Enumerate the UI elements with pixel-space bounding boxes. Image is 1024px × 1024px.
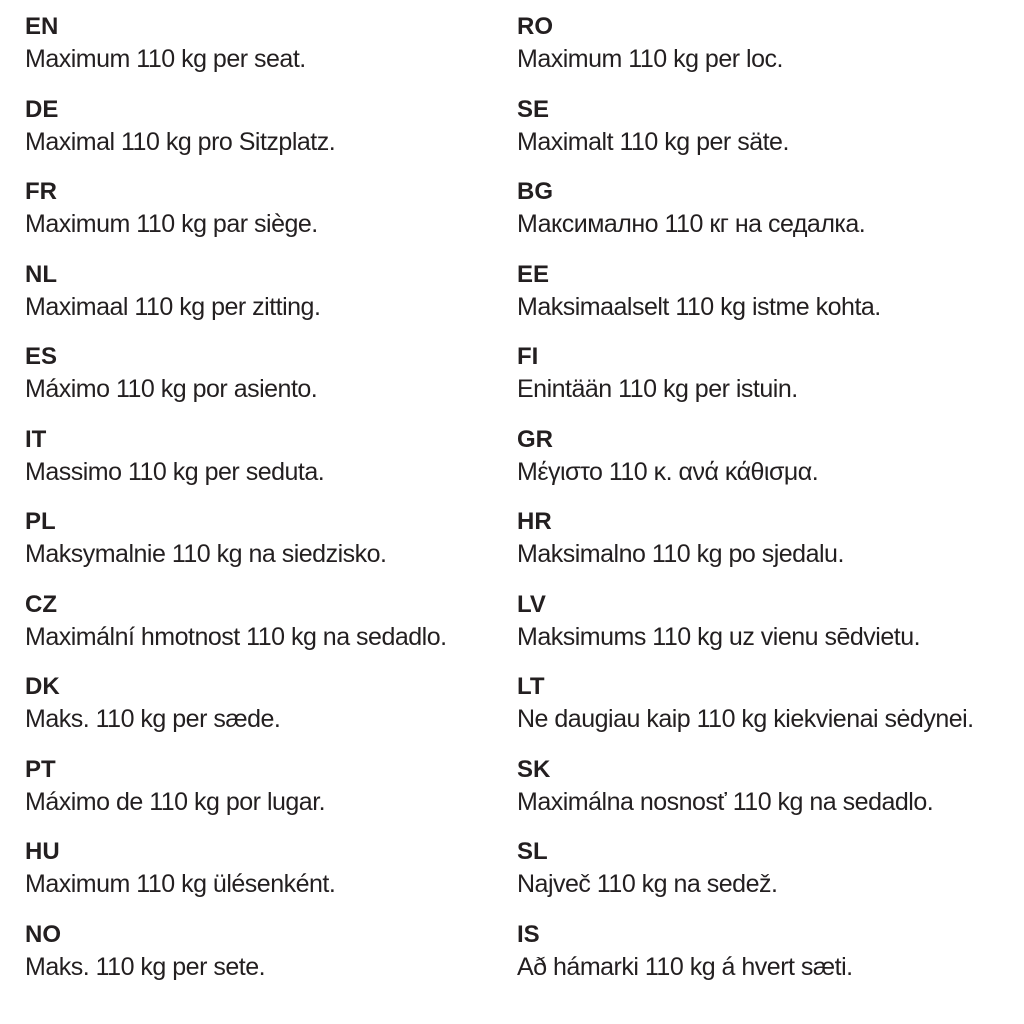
translation-text: Massimo 110 kg per seduta. <box>25 457 325 486</box>
language-code: DE <box>25 95 59 123</box>
translation-text: Maximal 110 kg pro Sitzplatz. <box>25 127 336 156</box>
translation-text: Maks. 110 kg per sete. <box>25 953 266 982</box>
language-code: HR <box>517 508 552 536</box>
translation-text: Máximo de 110 kg por lugar. <box>25 787 326 816</box>
language-entry-sl <box>517 837 1022 920</box>
language-code: ES <box>25 343 58 371</box>
translation-text: Maximum 110 kg per seat. <box>25 45 306 73</box>
language-code: BG <box>517 178 553 206</box>
language-code: LV <box>517 590 546 618</box>
language-entry-ee <box>517 260 1022 343</box>
translation-text: Enintään 110 kg per istuin. <box>517 375 798 404</box>
translation-text: Að hámarki 110 kg á hvert sæti. <box>517 953 853 982</box>
language-code: SE <box>517 95 550 123</box>
language-entry-en <box>25 12 505 95</box>
language-entry-ro <box>517 12 1022 95</box>
language-code: FI <box>517 343 539 371</box>
translation-text: Máximo 110 kg por asiento. <box>25 375 318 404</box>
translation-text: Maximum 110 kg par siège. <box>25 210 318 239</box>
translation-text: Maksimums 110 kg uz vienu sēdvietu. <box>517 622 921 651</box>
language-code: SK <box>517 755 551 783</box>
language-entry-hr <box>517 507 1022 590</box>
language-entry-lv <box>517 590 1022 673</box>
language-code: CZ <box>25 590 57 618</box>
language-entry-sk <box>517 755 1022 838</box>
language-entry-lt <box>517 672 1022 755</box>
language-entry-se <box>517 95 1022 178</box>
language-entry-nl <box>25 260 505 343</box>
language-entry-hu <box>25 837 505 920</box>
language-code: DK <box>25 673 60 701</box>
language-code: IS <box>517 921 540 949</box>
language-entry-fi <box>517 342 1022 425</box>
translation-text: Ne daugiau kaip 110 kg kiekvienai sėdynei. <box>517 705 974 734</box>
language-code: PT <box>25 755 56 783</box>
language-code: IT <box>25 425 47 453</box>
translation-text: Maximalt 110 kg per säte. <box>517 127 789 156</box>
translation-text: Maximum 110 kg ülésenként. <box>25 870 336 899</box>
translation-text: Maksymalnie 110 kg na siedzisko. <box>25 540 387 569</box>
language-entry-is <box>517 920 1022 1003</box>
language-entry-dk <box>25 672 505 755</box>
translation-text: Максимално 110 кг на седалка. <box>517 210 866 239</box>
language-code: NO <box>25 921 61 949</box>
language-code: NL <box>25 260 57 288</box>
language-entry-bg <box>517 177 1022 260</box>
language-code: EN <box>25 13 59 40</box>
language-code: PL <box>25 508 56 536</box>
language-entry-es <box>25 342 505 425</box>
language-entry-de <box>25 95 505 178</box>
language-code: SL <box>517 838 548 866</box>
translation-text: Maks. 110 kg per sæde. <box>25 705 281 734</box>
translation-text: Maksimaalselt 110 kg istme kohta. <box>517 292 881 321</box>
language-entry-no <box>25 920 505 1003</box>
translation-text: Maximaal 110 kg per zitting. <box>25 292 321 321</box>
language-code: LT <box>517 673 545 701</box>
language-code: EE <box>517 260 550 288</box>
language-code: FR <box>25 178 57 206</box>
language-column-left <box>25 0 505 1003</box>
translation-text: Največ 110 kg na sedež. <box>517 870 778 899</box>
language-entry-fr <box>25 177 505 260</box>
language-column-right <box>517 0 1022 1003</box>
language-entry-pl <box>25 507 505 590</box>
language-code: HU <box>25 838 60 866</box>
translation-text: Μέγιστο 110 κ. ανά κάθισμα. <box>517 457 819 486</box>
language-entry-it <box>25 425 505 508</box>
language-entry-pt <box>25 755 505 838</box>
translation-text: Maximálna nosnosť 110 kg na sedadlo. <box>517 787 934 816</box>
translation-text: Maximum 110 kg per loc. <box>517 45 783 73</box>
language-code: GR <box>517 425 553 453</box>
language-entry-gr <box>517 425 1022 508</box>
translation-text: Maksimalno 110 kg po sjedalu. <box>517 540 844 569</box>
translation-text: Maximální hmotnost 110 kg na sedadlo. <box>25 622 447 651</box>
language-entry-cz <box>25 590 505 673</box>
language-code: RO <box>517 13 553 40</box>
